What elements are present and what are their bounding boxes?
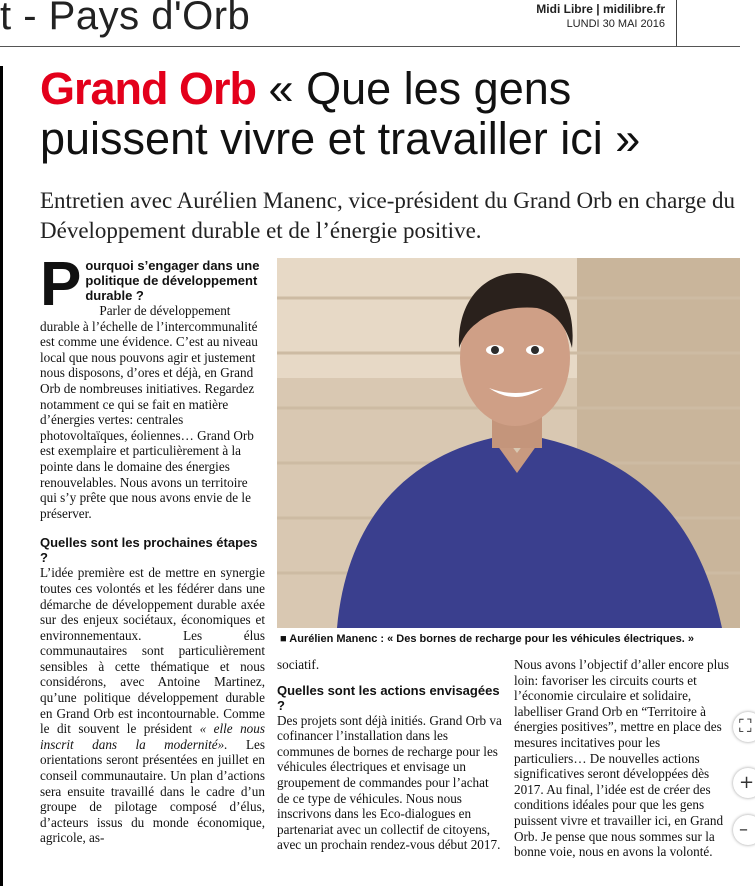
portrait-photo xyxy=(277,258,740,628)
fit-screen-icon: ⛶ xyxy=(739,716,752,737)
article-intro: Entretien avec Aurélien Manenc, vice-président du Grand Orb en charge du Développement durable et de l’énergie positive. xyxy=(40,188,736,243)
column-1 xyxy=(40,250,265,846)
portrait-illustration xyxy=(277,258,740,628)
answer-2 xyxy=(40,565,265,846)
question-2: Quelles sont les prochaines étapes ? xyxy=(40,535,258,566)
zoom-out-button[interactable]: – xyxy=(733,815,755,845)
masthead xyxy=(536,2,665,30)
column-2 xyxy=(277,657,502,853)
question-1: ourquoi s’engager dans une politique de développement durable ? xyxy=(85,258,260,303)
article-title xyxy=(40,64,740,164)
header-divider xyxy=(676,0,677,46)
answer-2-continued: sociatif. xyxy=(277,657,320,672)
answer-2-part-2: Les orientations seront présentées en juillet en conseil communautaire. Un plan d’actions sera ensuite travaillé dans le cadre d’un groupe de pilotage composé d’élus, d’acteurs issus du monde économique, agricole, as- xyxy=(40,736,265,846)
photo-caption: ■ Aurélien Manenc : « Des bornes de recharge pour les véhicules électriques. » xyxy=(280,633,695,645)
answer-3: Des projets sont déjà initiés. Grand Orb va cofinancer l’installation dans les communes de bornes de recharge pour les véhicules électriques et envisage un groupement de commandes pour l’achat de ce type de véhicules. Nous nous inscrivons dans les Eco-dialogues en partenariat avec un collectif de citoyens, avec un prochain rendez-vous début 2017. xyxy=(277,712,502,853)
title-quote: « Que les gens puissent vivre et travailler ici » xyxy=(40,63,641,164)
left-rule xyxy=(0,66,3,886)
caption-text: « Des bornes de recharge pour les véhicules électriques. » xyxy=(387,633,695,645)
answer-2-quote: « elle nous inscrit dans la modernité». xyxy=(40,721,265,752)
question-3: Quelles sont les actions envisagées ? xyxy=(277,682,500,713)
paper-name: Midi Libre | midilibre.fr xyxy=(536,2,665,16)
zoom-in-button[interactable]: + xyxy=(733,768,755,798)
section-title: t - Pays d'Orb xyxy=(0,0,251,38)
answer-2-part-1: L’idée première est de mettre en synergie toutes ces volontés et les fédérer dans une démarche de développement durable axée sur des enjeux sociétaux, économiques et environnementaux. Les élus communautaires sont particulièrement sensibles à cette thématique et nous considérons, avec Antoine Martinez, qu’une politique développement durable en Grand Orb est incontournable. Comme le dit souvent le président xyxy=(40,565,265,737)
column-3 xyxy=(514,657,734,860)
fit-screen-button[interactable] xyxy=(733,712,755,742)
caption-name: Aurélien Manenc : xyxy=(289,633,385,645)
answer-1: Parler de développement durable à l’échelle de l’intercommunalité est comme une évidence. C’est au niveau local que nous pouvons agir et justement nous disposons, d’ores et déjà, en Grand Orb de nombreuses initiatives. Regardez notamment ce qui se fait en matière d’énergies vertes: centrales photovoltaïques, éoliennes… Grand Orb est exemplaire et particulièrement à la pointe dans le domaine des énergies renouvelables. Nous avons un territoire qui s’y prête que nous avons envie de le préserver. xyxy=(40,303,258,521)
title-kicker: Grand Orb xyxy=(40,63,257,114)
drop-cap: P xyxy=(40,250,82,319)
answer-4: Nous avons l’objectif d’aller encore plus loin: favoriser les circuits courts et l’économie circulaire et solidaire, labelliser Grand Orb en “Territoire à énergies positives”, mettre en place des mesures incitatives pour les particuliers… De nouvelles actions significatives seront développées dès 2017. Au final, l’idée est de créer des conditions idéales pour que les gens puissent vivre et travailler ici, en Grand Orb. Je pense que nous sommes sur la bonne voie, nous en avons la volonté. xyxy=(514,657,729,860)
header-rule xyxy=(0,46,740,47)
publication-date: LUNDI 30 MAI 2016 xyxy=(566,18,665,30)
